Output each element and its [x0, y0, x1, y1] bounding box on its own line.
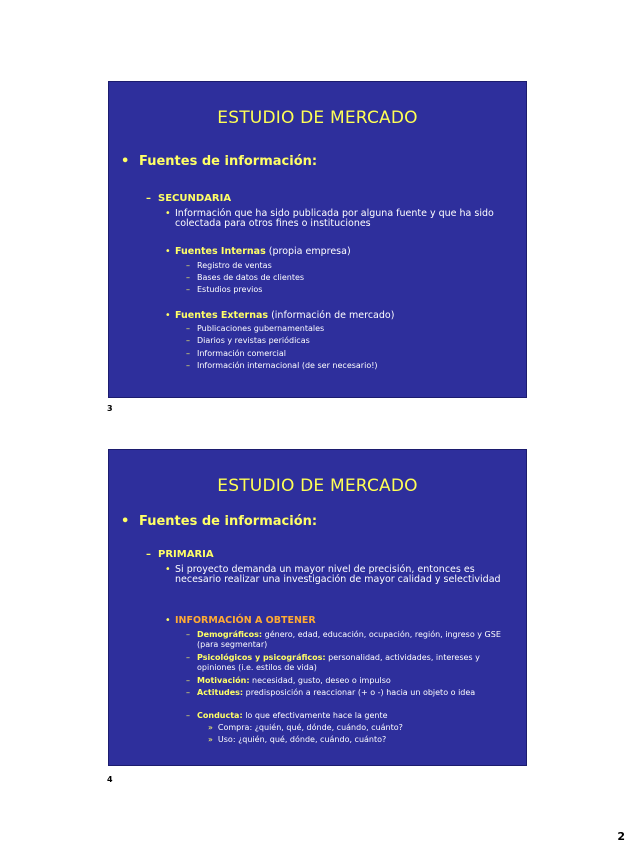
list-item: – Diarios y revistas periódicas: [186, 336, 310, 345]
slide-3: [108, 81, 527, 398]
list-item: – Psicológicos y psicográficos: personalidad, actividades, intereses y opiniones (i.e. estilos de vida): [186, 653, 480, 672]
list-item: – Motivación: necesidad, gusto, deseo o impulso: [186, 676, 391, 685]
slide-title: ESTUDIO DE MERCADO: [217, 476, 418, 496]
sub-list-item: » Compra: ¿quién, qué, dónde, cuándo, cuánto?: [208, 723, 403, 732]
list-item: – Publicaciones gubernamentales: [186, 324, 325, 333]
section-label: – SECUNDARIA: [146, 193, 232, 204]
slide-title: ESTUDIO DE MERCADO: [217, 108, 418, 128]
intro-bullet: • Información que ha sido publicada por alguna fuente y que ha sido colectada para otros fines o instituciones: [165, 208, 494, 229]
list-item: – Bases de datos de clientes: [186, 273, 305, 282]
sub-list-item: » Uso: ¿quién, qué, dónde, cuándo, cuánto?: [208, 735, 387, 744]
list-item: – Conducta: lo que efectivamente hace la gente: [186, 711, 388, 720]
page-number: 2: [617, 830, 625, 843]
heading: • Fuentes de información:: [121, 514, 318, 529]
list-item: – Actitudes: predisposición a reaccionar (+ o -) hacia un objeto o idea: [186, 688, 476, 697]
internas-bullet: • Fuentes Internas (propia empresa): [165, 246, 351, 257]
list-item: – Demográficos: género, edad, educación, ocupación, región, ingreso y GSE (para segmentar): [186, 630, 501, 649]
heading: • Fuentes de información:: [121, 154, 318, 169]
intro-bullet: • Si proyecto demanda un mayor nivel de precisión, entonces es necesario realizar una investigación de mayor calidad y selectividad: [165, 564, 501, 585]
list-item: – Información internacional (de ser necesario!): [186, 361, 378, 370]
list-item: – Información comercial: [186, 349, 286, 358]
slide-number: 3: [107, 404, 113, 413]
slide-4: [108, 449, 527, 766]
slide-number: 4: [107, 775, 113, 784]
list-item: – Estudios previos: [186, 285, 263, 294]
section-label: – PRIMARIA: [146, 549, 214, 560]
externas-bullet: • Fuentes Externas (información de mercado): [165, 310, 395, 321]
obtener-bullet: • INFORMACIÓN A OBTENER: [165, 615, 316, 626]
list-item: – Registro de ventas: [186, 261, 272, 270]
